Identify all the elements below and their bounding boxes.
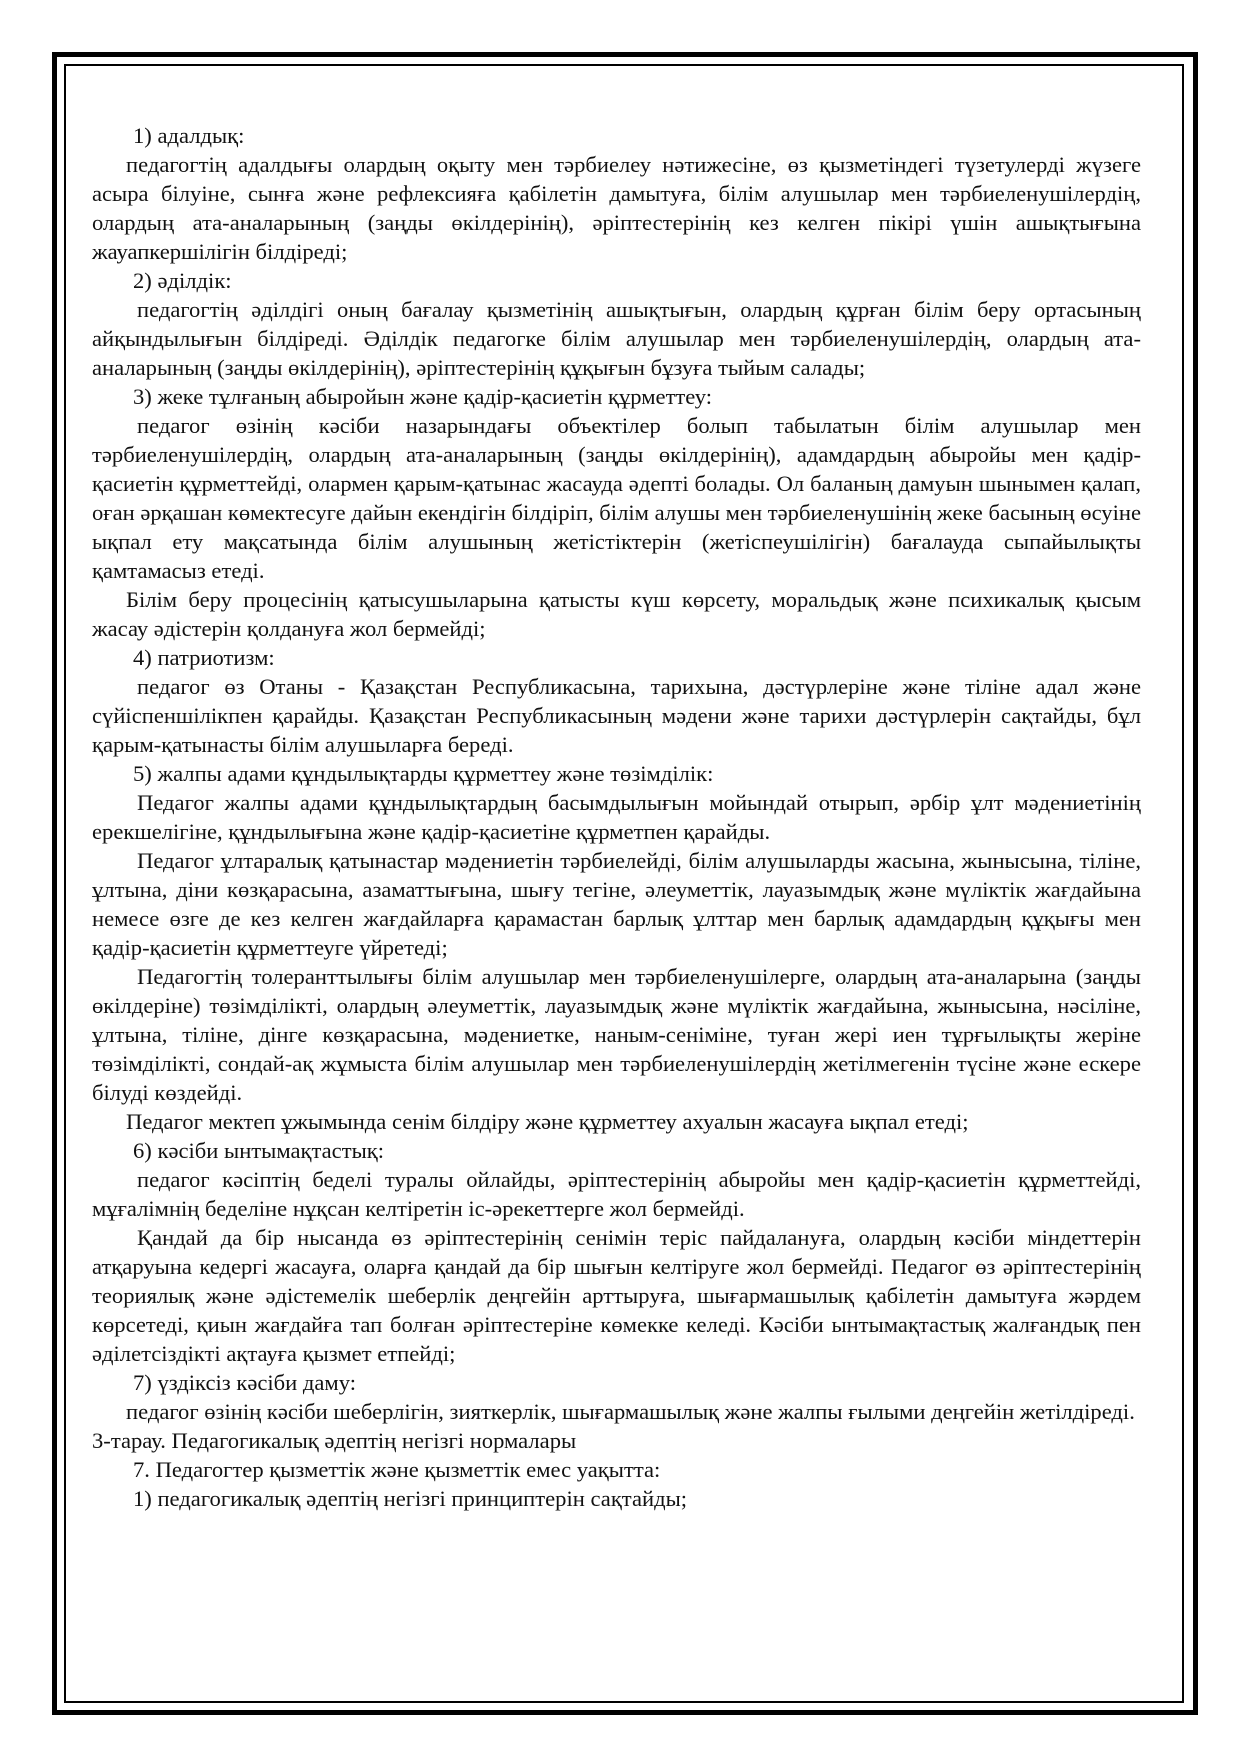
paragraph: Педагог мектеп ұжымында сенім білдіру және құрметтеу ахуалын жасауға ықпал етеді; xyxy=(126,1109,969,1134)
paragraph: Қандай да бір нысанда өз әріптестерінің сенімін теріс пайдалануға, олардың кәсіби міндеттерін атқаруына кедергі жасауға, оларға қандай да бір шығын келтіруге жол бермейді. Педагог өз әріптестерінің теориялық және әдістемелік шеберлік деңгейін арттыруға, шығармашылық қабілетін дамытуға жәрдем көрсетеді, қиын жағдайға тап болған әріптестеріне көмекке келеді. Кәсіби ынтымақтастық жалғандық пен әділетсіздікті ақтауға қызмет етпейді; xyxy=(92,1225,1141,1366)
paragraph: 1) педагогикалық әдептің негізгі принциптерін сақтайды; xyxy=(133,1486,688,1511)
paragraph: 3-тарау. Педагогикалық әдептің негізгі нормалары xyxy=(92,1428,577,1453)
paragraph: 1) адалдық: xyxy=(133,123,245,148)
paragraph: 3) жеке тұлғаның абыройын және қадір-қасиетін құрметтеу: xyxy=(133,384,713,409)
paragraph: педагогтің адалдығы олардың оқыту мен тәрбиелеу нәтижесіне, өз қызметіндегі түзетулерді жүзеге асыра білуіне, сынға және рефлексияға қабілетін дамытуға, білім алушылар мен тәрбиеленушілердің, олардың ата-аналарының (заңды өкілдерінің), әріптестерінің кез келген пікірі үшін ашықтығына жауапкершілігін білдіреді; xyxy=(92,152,1141,264)
paragraph: 7) үздіксіз кәсіби даму: xyxy=(133,1370,356,1395)
paragraph: 7. Педагогтер қызметтік және қызметтік емес уақытта: xyxy=(133,1457,661,1482)
paragraph: Педагогтің толеранттылығы білім алушылар мен тәрбиеленушілерге, олардың ата-аналарына (заңды өкілдеріне) төзімділікті, олардың әлеуметтік, лауазымдық және мүліктік жағдайына, жынысына, нәсіліне, ұлтына, тіліне, дінге көзқарасына, мәдениетке, наным-сеніміне, туған жері иен тұрғылықты жеріне төзімділікті, сондай-ақ жұмыста білім алушылар мен тәрбиеленушілердің жетілмегенін түсіне және ескере білуді көздейді. xyxy=(92,964,1141,1105)
paragraph: Білім беру процесінің қатысушыларына қатысты күш көрсету, моральдық және психикалық қысым жасау әдістерін қолдануға жол бермейді; xyxy=(92,587,1141,641)
paragraph: 4) патриотизм: xyxy=(133,645,275,670)
paragraph: педагог өз Отаны - Қазақстан Республикасына, тарихына, дәстүрлеріне және тіліне адал және сүйіспеншілікпен қарайды. Қазақстан Республикасының мәдени және тарихи дәстүрлерін сақтайды, бұл қарым-қатынасты білім алушыларға береді. xyxy=(92,674,1141,757)
paragraph: педагог өзінің кәсіби шеберлігін, зияткерлік, шығармашылық және жалпы ғылыми деңгейін жетілдіреді. xyxy=(126,1399,1135,1424)
paragraph: 2) әділдік: xyxy=(133,268,232,293)
paragraph: педагог кәсіптің беделі туралы ойлайды, әріптестерінің абыройы мен қадір-қасиетін құрметтейді, мұғалімнің беделіне нұқсан келтіретін іс-әрекеттерге жол бермейді. xyxy=(92,1167,1141,1221)
paragraph: 5) жалпы адами құндылықтарды құрметтеу және төзімділік: xyxy=(133,761,714,786)
paragraph: Педагог жалпы адами құндылықтардың басымдылығын мойындай отырып, әрбір ұлт мәдениетінің ерекшелігіне, құндылығына және қадір-қасиетіне құрметпен қарайды. xyxy=(92,790,1141,844)
paragraph: педагогтің әділдігі оның бағалау қызметінің ашықтығын, олардың құрған білім беру ортасының айқындылығын білдіреді. Әділдік педагогке білім алушылар мен тәрбиеленушілердің, олардың ата-аналарының (заңды өкілдерінің), әріптестерінің құқығын бұзуға тыйым салады; xyxy=(92,297,1141,380)
paragraph: 6) кәсіби ынтымақтастық: xyxy=(133,1138,385,1163)
paragraph: Педагог ұлтаралық қатынастар мәдениетін тәрбиелейді, білім алушыларды жасына, жынысына, тіліне, ұлтына, діни көзқарасына, азаматтығына, шығу тегіне, әлеуметтік, лауазымдық және мүліктік жағдайына немесе өзге де кез келген жағдайларға қарамастан барлық ұлттар мен барлық адамдардың құқығы мен қадір-қасиетін құрметтеуге үйретеді; xyxy=(92,848,1141,960)
paragraph: педагог өзінің кәсіби назарындағы объектілер болып табылатын білім алушылар мен тәрбиеленушілердің, олардың ата-аналарының (заңды өкілдерінің), адамдардың абыройы мен қадір-қасиетін құрметтейді, олармен қарым-қатынас жасауда әдепті болады. Ол баланың дамуын шынымен қалап, оған әрқашан көмектесуге дайын екендігін білдіріп, білім алушы мен тәрбиеленушінің жеке басының өсуіне ықпал ету мақсатында білім алушының жетістіктерін (жетіспеушілігін) бағалауда сыпайылықты қамтамасыз етеді. xyxy=(92,413,1141,583)
document-body xyxy=(92,121,1141,1513)
